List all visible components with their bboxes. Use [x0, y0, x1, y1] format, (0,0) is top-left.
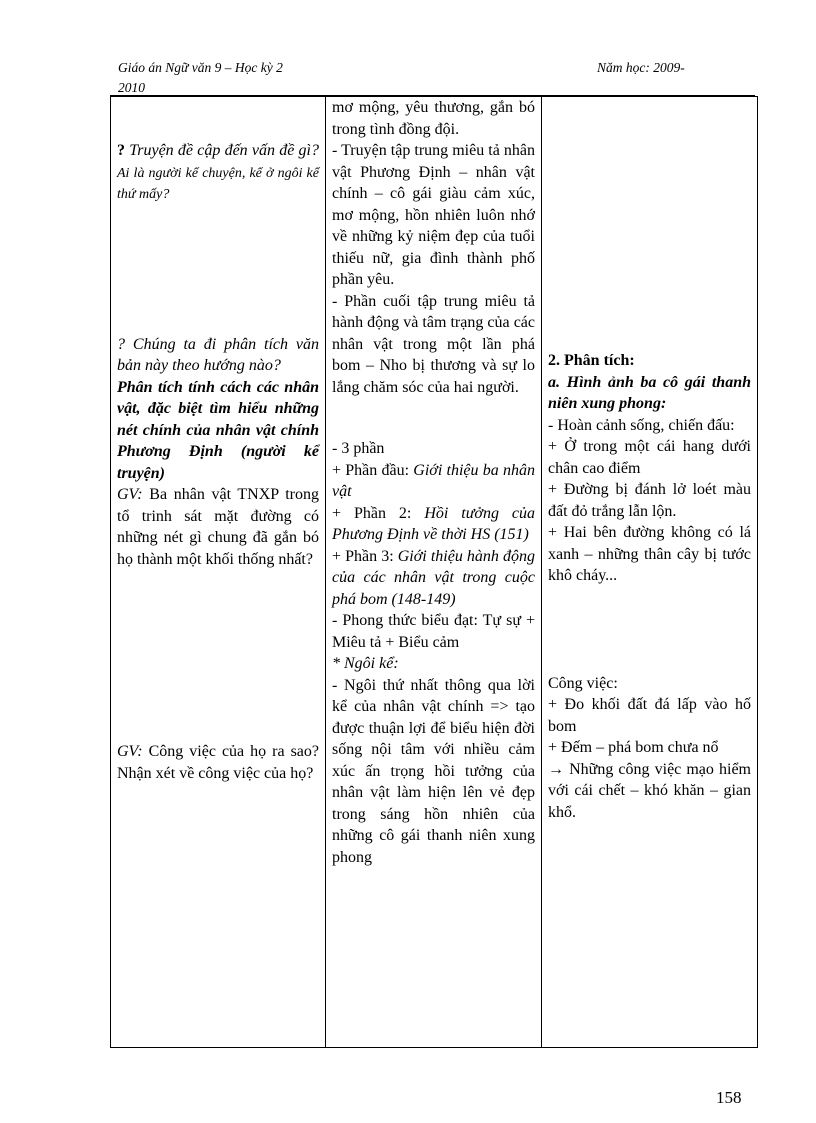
header-course-title [118, 58, 348, 98]
question-topic: ? Truyện đề cập đến vấn đề gì? Ai là người kể chuyện, kể ở ngôi kể thứ mấy? [117, 142, 319, 202]
question-narrator: Ai là người kể chuyện, kể ở ngôi kể thứ mấy? [117, 165, 319, 202]
header-school-year: Năm học: 2009- [597, 60, 685, 75]
text-dreamy-bond: mơ mộng, yêu thương, gắn bó trong tình đồng đội. [332, 99, 535, 138]
work-count-defuse: + Đếm – phá bom chưa nổ [548, 739, 719, 756]
header-course-line2: 2010 [118, 80, 145, 95]
teacher-activity-column [111, 97, 326, 1048]
section-heading: 2. Phân tích: [548, 352, 635, 369]
narration-label: * Ngôi kể: [332, 655, 399, 672]
text-phuong-dinh: - Truyện tập trung miêu tả nhân vật Phương Định – nhân vật chính – cô gái giàu cảm xúc, mơ mộng, hồn nhiên luôn nhớ về những kỷ niệm đẹp của tuổi thiếu nữ, gia đình thành phố phần yêu. [332, 142, 535, 288]
condition-cave: + Ở trong một cái hang dưới chân cao điểm [548, 438, 751, 477]
condition-trees: + Hai bên đường không có lá xanh – những thân cây bị tước khô cháy... [548, 524, 751, 584]
condition-road: + Đường bị đánh lở loét màu đất đỏ trắng lẫn lộn. [548, 481, 751, 520]
expression-mode: - Phong thức biểu đạt: Tự sự + Miêu tả + Biểu cảm [332, 612, 535, 651]
student-activity-column [326, 97, 542, 1048]
content-column [542, 97, 758, 1048]
work-heading: Công việc: [548, 674, 618, 692]
text-ending-part: - Phần cuối tập trung miêu tả hành động và tâm trạng của các nhân vật trong một lần phá bom – Nho bị thương và sự lo lắng chăm sóc của hai người. [332, 292, 535, 396]
text-three-parts: - 3 phần [332, 440, 385, 457]
lesson-plan-table [110, 96, 758, 1048]
section-subheading: a. Hình ảnh ba cô gái thanh niên xung phong: [548, 373, 751, 412]
narration-text: - Ngôi thứ nhất thông qua lời kể của nhân vật chính => tạo được thuận lợi để biểu hiện đời sống nội tâm với nhiều cảm xúc ấn trọng hồi tưởng của nhân vật làm hiện lên vẻ đẹp trong sáng hồn nhiên của những cô gái thanh niên xung phong [332, 676, 535, 866]
work-measure: + Đo khối đất đá lấp vào hố bom [548, 696, 751, 735]
part-one: + Phần đầu: Giới thiệu ba nhân vật [332, 461, 535, 500]
question-approach: ? Chúng ta đi phân tích văn bản này theo hướng nào? [117, 335, 319, 374]
header-course-line1: Giáo án Ngữ văn 9 – Học kỳ 2 [118, 60, 283, 75]
work-conclusion: → Những công việc mạo hiểm với cái chết – khó khăn – gian khổ. [548, 760, 751, 821]
part-three: + Phần 3: Giới thiệu hành động của các nhân vật trong cuộc phá bom (148-149) [332, 547, 536, 608]
table-row [111, 97, 758, 1048]
living-conditions: - Hoàn cảnh sống, chiến đấu: [548, 416, 735, 434]
page-number: 158 [716, 1088, 742, 1107]
gv-question-common-traits: GV: Ba nhân vật TNXP trong tổ trinh sát mặt đường có những nét gì chung đã gắn bó họ thành một khối thống nhất? [117, 486, 319, 568]
part-two: + Phần 2: Hồi tưởng của Phương Định về thời HS (151) [332, 504, 536, 543]
analysis-focus: Phân tích tính cách các nhân vật, đặc biệt tìm hiểu những nét chính của nhân vật chính Phương Định (người kể truyện) [117, 378, 319, 482]
gv-question-work: GV: Công việc của họ ra sao? Nhận xét về công việc của họ? [117, 743, 319, 782]
